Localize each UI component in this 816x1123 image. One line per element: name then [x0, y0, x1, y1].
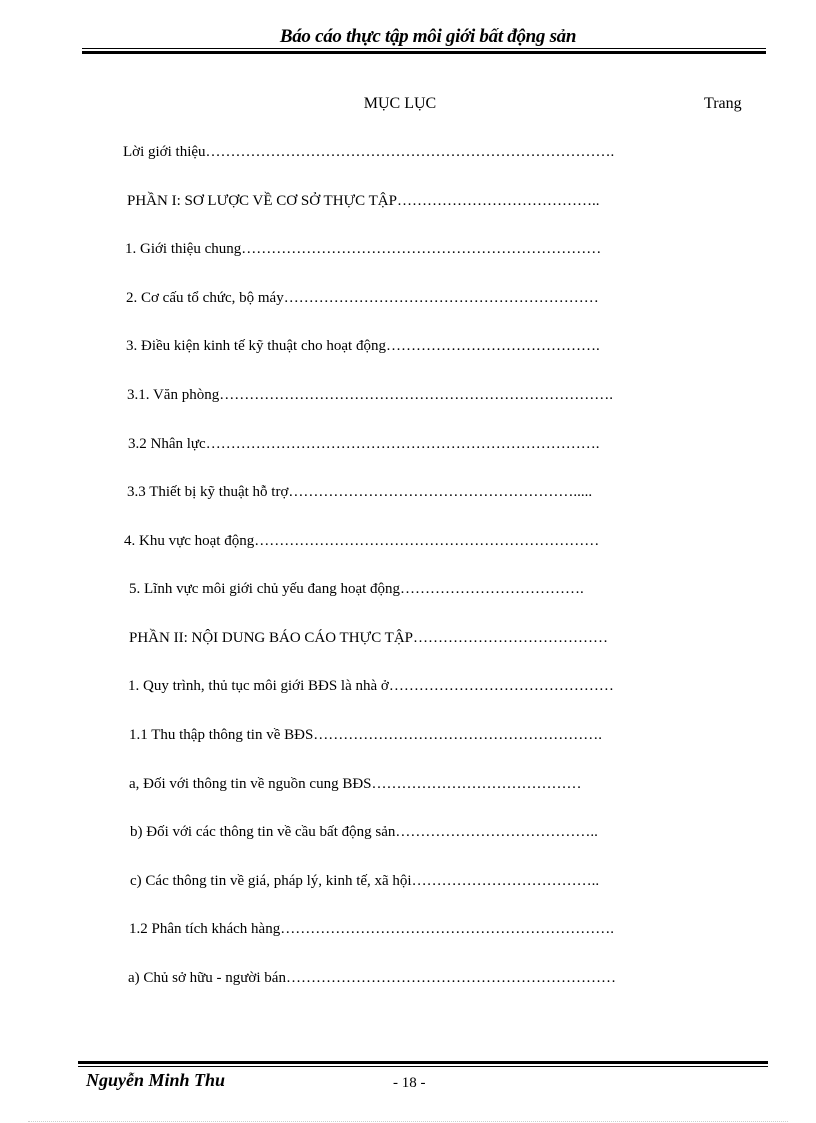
toc-item: a) Chủ sở hữu - người bán………………………………………………………… — [128, 970, 616, 986]
toc-item: 2. Cơ cấu tổ chức, bộ máy……………………………………………………… — [126, 290, 599, 306]
toc-item: 3.1. Văn phòng……………………………………………………………………. — [127, 387, 613, 403]
footer-author: Nguyễn Minh Thu — [86, 1070, 226, 1090]
toc-item: 3. Điều kiện kinh tế kỹ thuật cho hoạt động……………………………………. — [126, 338, 600, 354]
toc-item: PHẦN I: SƠ LƯỢC VỀ CƠ SỞ THỰC TẬP………………………………….. — [127, 193, 600, 209]
header-title: Báo cáo thực tập môi giới bất động sản — [279, 26, 577, 47]
toc-item: 5. Lĩnh vực môi giới chủ yếu đang hoạt động………………………………. — [129, 581, 584, 597]
toc-item: PHẦN II: NỘI DUNG BÁO CÁO THỰC TẬP………………………………… — [129, 630, 609, 646]
header-rule-thick — [82, 51, 766, 54]
toc-page-column-header: Trang — [704, 95, 742, 112]
toc-item: 1.1 Thu thập thông tin về BĐS…………………………………………………. — [129, 727, 603, 743]
toc-item: 3.3 Thiết bị kỹ thuật hỗ trợ…………………………………………………..... — [127, 484, 593, 500]
toc-item: 1.2 Phân tích khách hàng…………………………………………………………. — [129, 921, 614, 937]
toc-item: 4. Khu vực hoạt động…………………………………………………………… — [124, 533, 600, 549]
toc-item: a, Đối với thông tin về nguồn cung BĐS…………………………………… — [129, 776, 582, 792]
footer-rule-thin — [78, 1066, 768, 1067]
toc-title: MỤC LỤC — [363, 95, 437, 112]
toc-item: Lời giới thiệu………………………………………………………………………. — [123, 144, 615, 160]
footer-rule-thick — [78, 1061, 768, 1064]
toc-item: 1. Quy trình, thủ tục môi giới BĐS là nhà ở……………………………………… — [128, 678, 614, 694]
footer-page-number: - 18 - — [393, 1075, 426, 1091]
toc-item: 1. Giới thiệu chung……………………………………………………………… — [125, 241, 602, 257]
page-bottom-dotted-line — [28, 1121, 788, 1122]
toc-item: 3.2 Nhân lực……………………………………………………………………. — [128, 436, 600, 452]
toc-item: b) Đối với các thông tin về cầu bất động sản………………………………….. — [130, 824, 598, 840]
toc-item: c) Các thông tin về giá, pháp lý, kinh tế, xã hội……………………………….. — [130, 873, 600, 889]
header-rule-thin — [82, 48, 766, 49]
